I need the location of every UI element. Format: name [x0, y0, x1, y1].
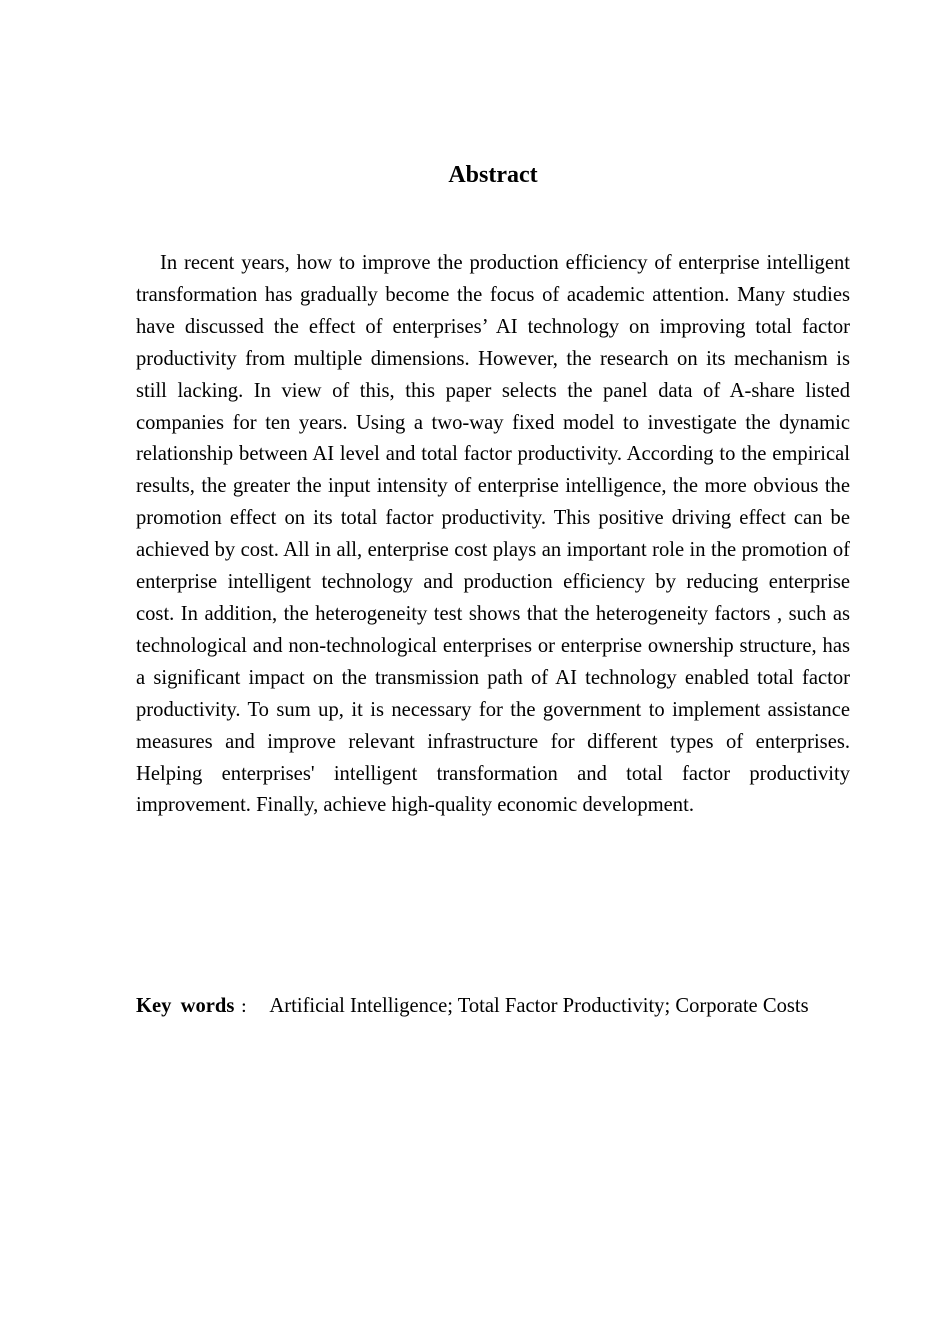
keywords-text: Artificial Intelligence; Total Factor Productivity; Corporate Costs [269, 995, 809, 1017]
abstract-body: In recent years, how to improve the production efficiency of enterprise intelligent transformation has gradually become the focus of academic attention. Many studies have discussed the effect of enterprises’ AI technology on improving total factor productivity from multiple dimensions. However, the research on its mechanism is still lacking. In view of this, this paper selects the panel data of A-share listed companies for ten years. Using a two-way fixed model to investigate the dynamic relationship between AI level and total factor productivity. According to the empirical results, the greater the input intensity of enterprise intelligence, the more obvious the promotion effect on its total factor productivity. This positive driving effect can be achieved by cost. All in all, enterprise cost plays an important role in the promotion of enterprise intelligent technology and production efficiency by reducing enterprise cost. In addition, the heterogeneity test shows that the heterogeneity factors , such as technological and non-technological enterprises or enterprise ownership structure, has a significant impact on the transmission path of AI technology enabled total factor productivity. To sum up, it is necessary for the government to implement assistance measures and improve relevant infrastructure for different types of enterprises. Helping enterprises' intelligent transformation and total factor productivity improvement. Finally, achieve high-quality economic development. [136, 252, 850, 817]
keywords-line [136, 987, 850, 1028]
keywords-label: Key words [136, 995, 235, 1017]
abstract-heading: Abstract [448, 162, 538, 188]
keywords-separator: ： [240, 1000, 256, 1016]
